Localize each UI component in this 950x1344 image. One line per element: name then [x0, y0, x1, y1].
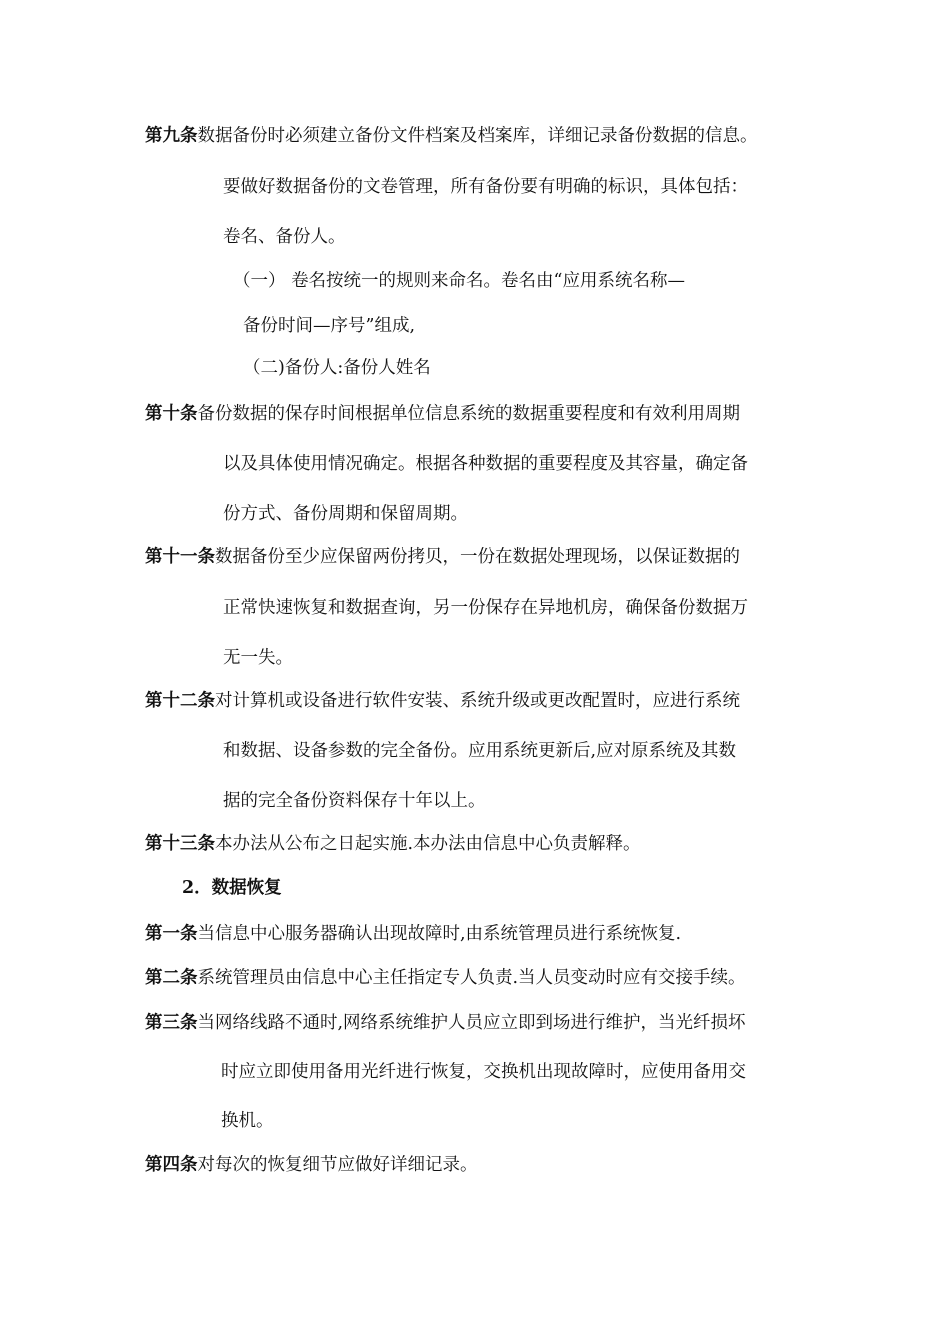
section-2-heading: 2．数据恢复	[182, 878, 282, 898]
article-11-label: 第十一条	[145, 547, 215, 567]
article-12-label: 第十二条	[145, 691, 215, 711]
article-10-text: 备份数据的保存时间根据单位信息系统的数据重要程度和有效利用周期	[197, 404, 740, 424]
recovery-article-1	[145, 922, 681, 946]
article-12-line-1	[145, 689, 740, 713]
recovery-article-4	[145, 1153, 478, 1177]
recovery-article-4-label: 第四条	[145, 1155, 198, 1175]
article-13-label: 第十三条	[145, 834, 215, 854]
article-13-text: 本办法从公布之日起实施.本办法由信息中心负责解释。	[215, 834, 641, 854]
article-9-line-1	[145, 124, 758, 148]
article-9-label: 第九条	[145, 126, 198, 146]
recovery-article-3-text: 当网络线路不通时,网络系统维护人员应立即到场进行维护，当光纤损坏	[197, 1013, 746, 1033]
article-11-line-2: 正常快速恢复和数据查询，另一份保存在异地机房，确保备份数据万	[223, 598, 748, 618]
recovery-article-2	[145, 966, 746, 990]
article-12-line-2: 和数据、设备参数的完全备份。应用系统更新后,应对原系统及其数	[223, 741, 737, 761]
recovery-article-3-line-1	[145, 1011, 746, 1035]
article-10-line-1	[145, 402, 740, 426]
recovery-article-3-line-2: 时应立即使用备用光纤进行恢复，交换机出现故障时，应使用备用交	[221, 1062, 746, 1082]
recovery-article-2-text: 系统管理员由信息中心主任指定专人负责.当人员变动时应有交接手续。	[197, 968, 746, 988]
article-9-item-1: （一） 卷名按统一的规则来命名。卷名由“应用系统名称—	[233, 271, 686, 291]
recovery-article-3-line-3: 换机。	[221, 1111, 274, 1131]
article-9-item-2: （二)备份人:备份人姓名	[243, 358, 431, 378]
article-12-text: 对计算机或设备进行软件安装、系统升级或更改配置时，应进行系统	[215, 691, 740, 711]
article-9-line-2: 要做好数据备份的文卷管理，所有备份要有明确的标识，具体包括：	[223, 177, 748, 197]
recovery-article-4-text: 对每次的恢复细节应做好详细记录。	[197, 1155, 478, 1175]
recovery-article-3-label: 第三条	[145, 1013, 198, 1033]
article-12-line-3: 据的完全备份资料保存十年以上。	[223, 791, 486, 811]
article-9-line-3: 卷名、备份人。	[223, 227, 346, 247]
article-10-line-2: 以及具体使用情况确定。根据各种数据的重要程度及其容量，确定备	[223, 454, 748, 474]
recovery-article-1-label: 第一条	[145, 924, 198, 944]
article-11-text: 数据备份至少应保留两份拷贝，一份在数据处理现场，以保证数据的	[215, 547, 740, 567]
article-13-line-1	[145, 832, 641, 856]
article-11-line-3: 无一失。	[223, 648, 293, 668]
article-9-item-1-cont: 备份时间—序号”组成,	[243, 316, 416, 336]
article-11-line-1	[145, 545, 740, 569]
article-9-text: 数据备份时必须建立备份文件档案及档案库，详细记录备份数据的信息。	[197, 126, 758, 146]
article-10-line-3: 份方式、备份周期和保留周期。	[223, 504, 468, 524]
recovery-article-2-label: 第二条	[145, 968, 198, 988]
article-10-label: 第十条	[145, 404, 198, 424]
recovery-article-1-text: 当信息中心服务器确认出现故障时,由系统管理员进行系统恢复.	[197, 924, 682, 944]
